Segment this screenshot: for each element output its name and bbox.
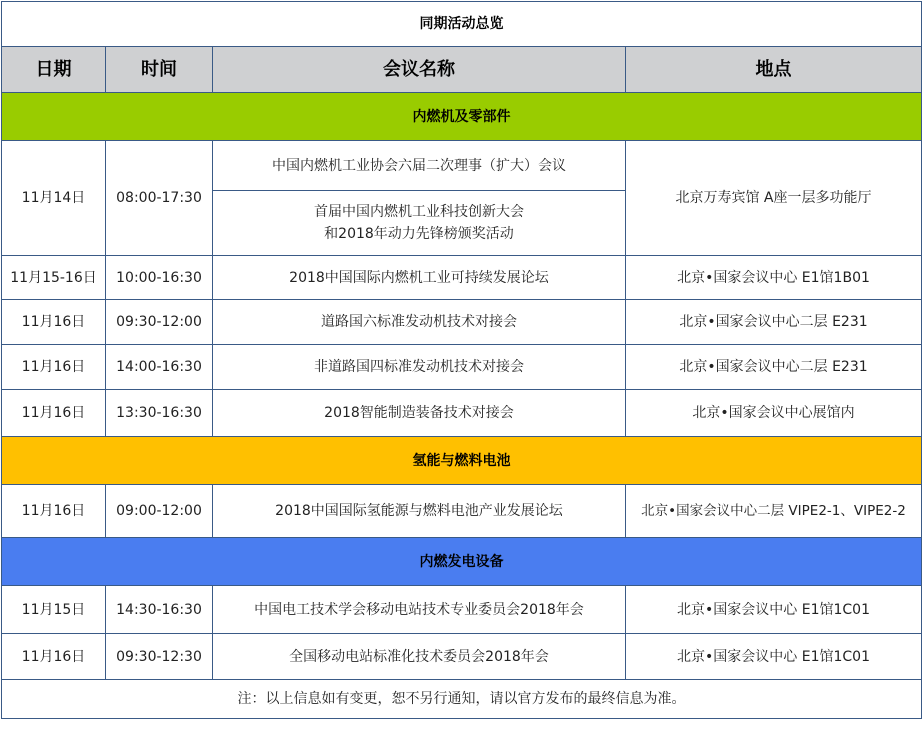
cell-time: 14:30-16:30	[106, 586, 213, 634]
cell-date: 11月16日	[2, 345, 106, 390]
header-name: 会议名称	[213, 47, 626, 93]
table-row	[2, 485, 922, 538]
section-header-hydrogen: 氢能与燃料电池	[2, 437, 922, 485]
page-title: 同期活动总览	[2, 2, 922, 47]
cell-time: 09:00-12:00	[106, 485, 213, 538]
cell-venue: 北京•国家会议中心 E1馆1B01	[626, 256, 922, 300]
cell-time: 13:30-16:30	[106, 390, 213, 437]
cell-name: 道路国六标准发动机技术对接会	[213, 300, 626, 345]
cell-time: 08:00-17:30	[106, 141, 213, 256]
cell-name	[213, 191, 626, 256]
cell-time: 10:00-16:30	[106, 256, 213, 300]
cell-venue: 北京•国家会议中心二层 VIPE2-1、VIPE2-2	[626, 485, 922, 538]
cell-name-line: 首届中国内燃机工业科技创新大会	[314, 204, 524, 220]
schedule-table	[1, 1, 922, 719]
cell-date: 11月16日	[2, 390, 106, 437]
cell-name: 全国移动电站标准化技术委员会2018年会	[213, 634, 626, 680]
table-row	[2, 390, 922, 437]
cell-time: 14:00-16:30	[106, 345, 213, 390]
cell-name: 中国内燃机工业协会六届二次理事（扩大）会议	[213, 141, 626, 191]
cell-date: 11月16日	[2, 300, 106, 345]
header-time: 时间	[106, 47, 213, 93]
cell-venue: 北京•国家会议中心二层 E231	[626, 300, 922, 345]
cell-name: 2018中国国际氢能源与燃料电池产业发展论坛	[213, 485, 626, 538]
cell-date: 11月16日	[2, 485, 106, 538]
cell-time: 09:30-12:30	[106, 634, 213, 680]
table-row	[2, 634, 922, 680]
cell-venue: 北京•国家会议中心 E1馆1C01	[626, 586, 922, 634]
cell-date: 11月14日	[2, 141, 106, 256]
cell-name: 2018智能制造装备技术对接会	[213, 390, 626, 437]
table-row	[2, 300, 922, 345]
header-venue: 地点	[626, 47, 922, 93]
table-row	[2, 141, 922, 191]
table-row	[2, 256, 922, 300]
cell-name-line: 和2018年动力先锋榜颁奖活动	[324, 226, 514, 242]
footnote: 注：以上信息如有变更，恕不另行通知，请以官方发布的最终信息为准。	[2, 680, 922, 719]
cell-name: 非道路国四标准发动机技术对接会	[213, 345, 626, 390]
table-row	[2, 345, 922, 390]
cell-time: 09:30-12:00	[106, 300, 213, 345]
cell-date: 11月16日	[2, 634, 106, 680]
cell-date: 11月15日	[2, 586, 106, 634]
cell-date: 11月15-16日	[2, 256, 106, 300]
cell-venue: 北京•国家会议中心二层 E231	[626, 345, 922, 390]
section-header-power-gen: 内燃发电设备	[2, 538, 922, 586]
cell-venue: 北京•国家会议中心 E1馆1C01	[626, 634, 922, 680]
section-header-engines: 内燃机及零部件	[2, 93, 922, 141]
cell-venue: 北京•国家会议中心展馆内	[626, 390, 922, 437]
header-row	[2, 47, 922, 93]
cell-name: 2018中国国际内燃机工业可持续发展论坛	[213, 256, 626, 300]
table-row	[2, 586, 922, 634]
header-date: 日期	[2, 47, 106, 93]
cell-venue: 北京万寿宾馆 A座一层多功能厅	[626, 141, 922, 256]
cell-name: 中国电工技术学会移动电站技术专业委员会2018年会	[213, 586, 626, 634]
